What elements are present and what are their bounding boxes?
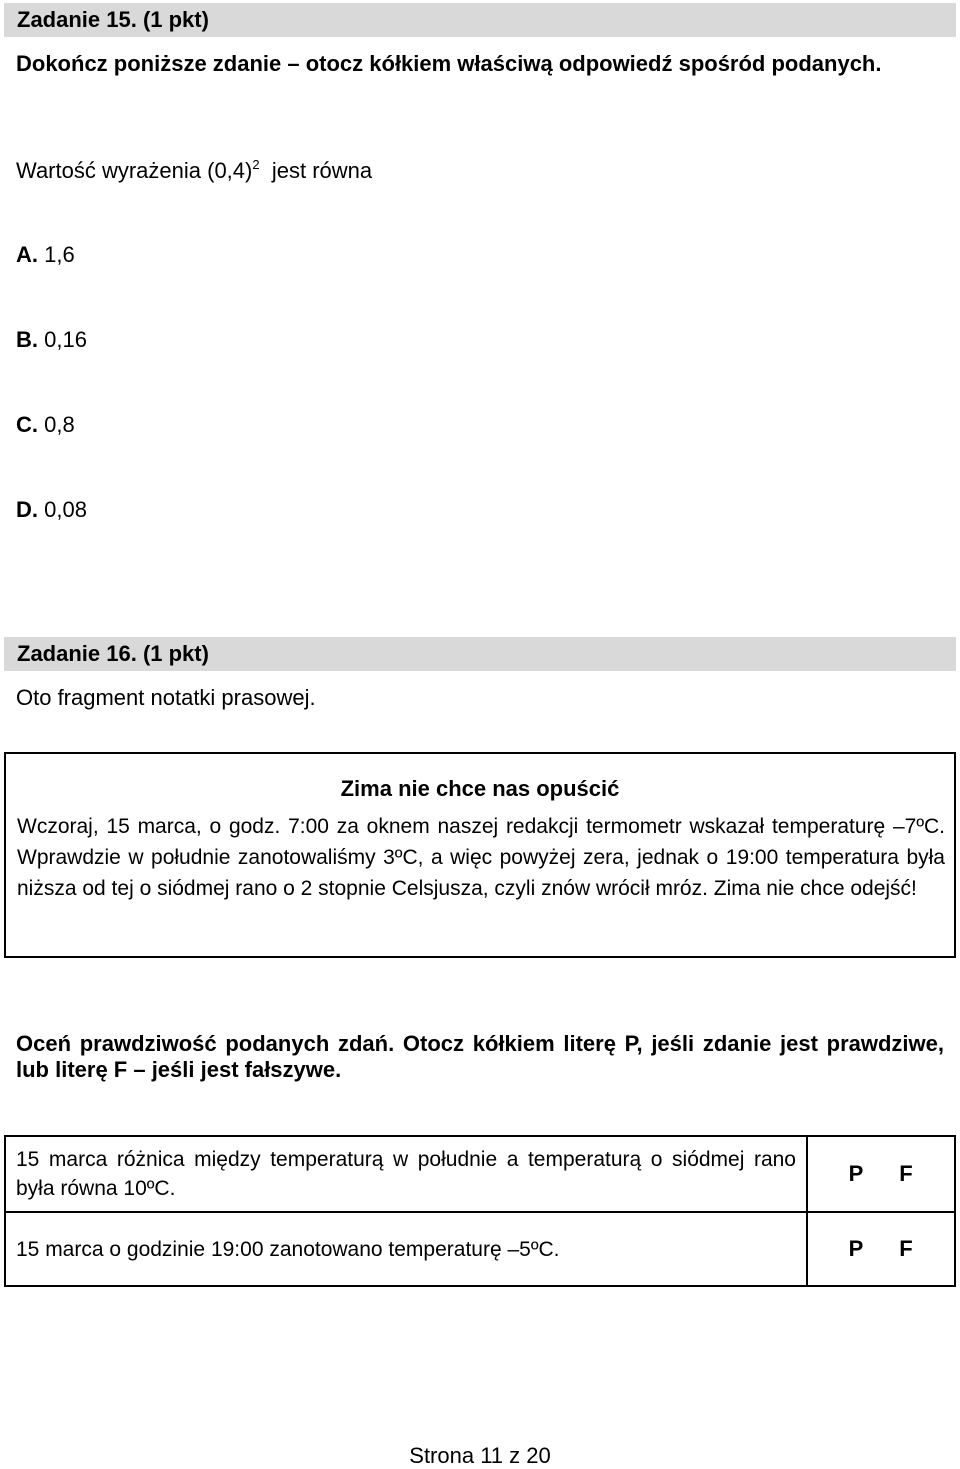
- answer-cell-2: [807, 1212, 955, 1286]
- option-letter: A.: [16, 242, 38, 267]
- task16-intro: Oto fragment notatki prasowej.: [16, 685, 316, 710]
- option-letter: C.: [16, 412, 38, 437]
- option-letter: B.: [16, 327, 38, 352]
- task15-instruction: Dokończ poniższe zdanie – otocz kółkiem właściwą odpowiedź spośród podanych.: [16, 51, 882, 76]
- task16-instruction: Oceń prawdziwość podanych zdań. Otocz kółkiem literę P, jeśli zdanie jest prawdziwe, lub literę F – jeśli jest fałszywe.: [16, 1031, 944, 1082]
- task16-header: Zadanie 16. (1 pkt): [4, 637, 956, 671]
- option-d[interactable]: [16, 497, 87, 523]
- option-value: 0,8: [44, 412, 75, 437]
- answer-cell-1: [807, 1136, 955, 1212]
- question-suffix: jest równa: [271, 158, 373, 183]
- option-value: 1,6: [44, 242, 75, 267]
- answer-p-option[interactable]: P: [848, 1236, 864, 1261]
- answer-f-option[interactable]: F: [899, 1236, 913, 1261]
- option-value: 0,16: [44, 327, 87, 352]
- option-c[interactable]: [16, 412, 75, 438]
- statement-2: 15 marca o godzinie 19:00 zanotowano temperaturę –5ºC.: [5, 1212, 807, 1286]
- table-row: [5, 1212, 955, 1286]
- table-row: [5, 1136, 955, 1212]
- page-number: Strona 11 z 20: [409, 1443, 551, 1468]
- option-a[interactable]: [16, 242, 75, 268]
- task15-header: Zadanie 15. (1 pkt): [4, 3, 956, 37]
- statement-1: 15 marca różnica między temperaturą w południe a temperaturą o siódmej rano była równa 10ºC.: [5, 1136, 807, 1212]
- answer-f-option[interactable]: F: [899, 1161, 913, 1186]
- question-exponent: 2: [252, 157, 260, 172]
- option-b[interactable]: [16, 327, 87, 353]
- press-note-body: Wczoraj, 15 marca, o godz. 7:00 za oknem naszej redakcji termometr wskazał temperaturę –7ºC. Wprawdzie w południe zanotowaliśmy 3ºC, a więc powyżej zera, jednak o 19:00 temperatura była niższa od tej o siódmej rano o 2 stopnie Celsjusza, czyli znów wrócił mróz. Zima nie chce odejść!: [17, 815, 945, 900]
- question-text: Wartość wyrażenia (0,4): [16, 158, 253, 183]
- option-value: 0,08: [44, 497, 87, 522]
- task15-question: [16, 152, 616, 184]
- answer-p-option[interactable]: P: [848, 1161, 864, 1186]
- press-note-title: Zima nie chce nas opuścić: [340, 776, 620, 801]
- press-note-box: [4, 752, 956, 958]
- option-letter: D.: [16, 497, 38, 522]
- true-false-table: [4, 1135, 956, 1287]
